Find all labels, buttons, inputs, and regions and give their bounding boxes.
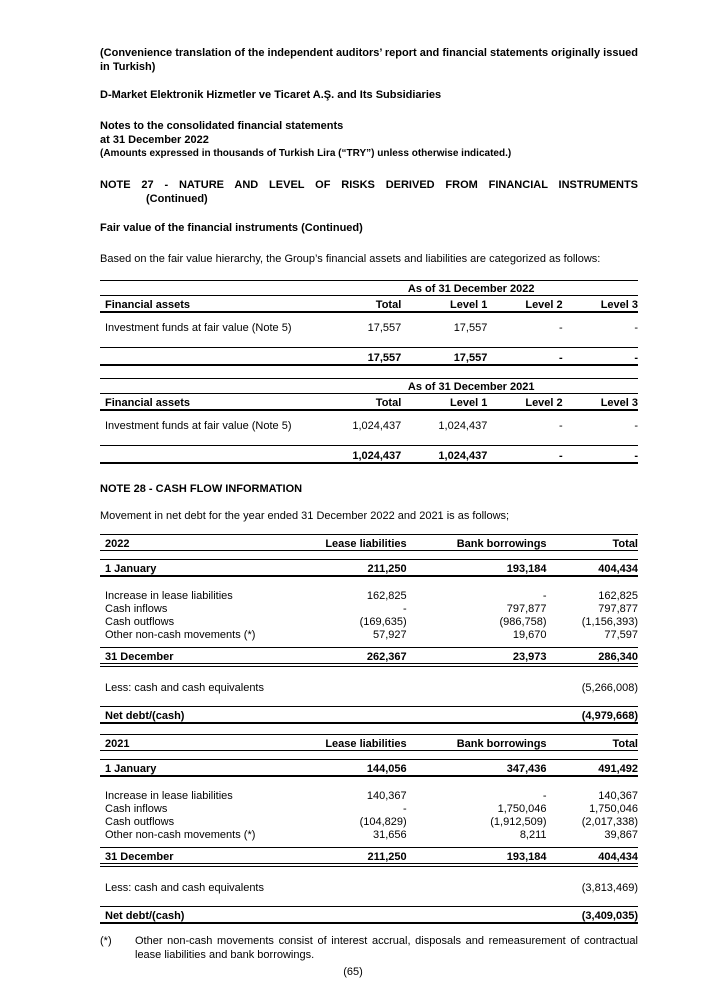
table-row xyxy=(100,589,638,602)
cell-value: 193,184 xyxy=(407,848,547,866)
closing-balance-row xyxy=(100,648,638,666)
table-row xyxy=(100,320,638,334)
cell-value: 17,557 xyxy=(453,322,488,334)
row-label: 31 December xyxy=(100,648,272,666)
column-header-row xyxy=(100,535,638,551)
translation-note: (Convenience translation of the independent auditors’ report and financial statements originally issued in Turkish) xyxy=(100,47,638,73)
cell-value: - xyxy=(558,420,563,432)
total-row xyxy=(100,446,638,464)
note28-intro: Movement in net debt for the year ended 31 December 2022 and 2021 is as follows; xyxy=(100,510,510,522)
spacer-row xyxy=(100,551,638,560)
cell-value: 162,825 xyxy=(366,590,407,602)
table-row xyxy=(100,802,638,815)
note27-title-line2: (Continued) xyxy=(146,193,208,205)
cell-value: 31,656 xyxy=(373,829,407,841)
row-label: Other non-cash movements (*) xyxy=(105,829,256,841)
amounts-note: (Amounts expressed in thousands of Turkish Lira (“TRY”) unless otherwise indicated.) xyxy=(100,148,512,159)
cell-value: 1,024,437 xyxy=(352,420,402,432)
cell-value: 144,056 xyxy=(272,760,407,777)
spacer-row xyxy=(100,894,638,907)
cell-value: 797,877 xyxy=(598,603,638,615)
less-cash-row xyxy=(100,681,638,694)
table-row xyxy=(100,602,638,615)
table-row xyxy=(100,828,638,841)
col-lease-liabilities: Lease liabilities xyxy=(272,535,407,551)
total-value: 17,557 xyxy=(401,348,487,366)
net-debt-table-2022 xyxy=(100,534,638,724)
table-row xyxy=(100,815,638,828)
fair-value-table-2021 xyxy=(100,378,638,464)
cell-value: 797,877 xyxy=(506,603,547,615)
page-number: (65) xyxy=(343,966,363,978)
cell-value: 17,557 xyxy=(367,322,402,334)
total-value: - xyxy=(563,446,638,464)
row-label: Increase in lease liabilities xyxy=(105,590,233,602)
row-label: Cash inflows xyxy=(105,603,168,615)
period-header: As of 31 December 2021 xyxy=(304,379,638,394)
opening-balance-row xyxy=(100,560,638,577)
col-level3: Level 3 xyxy=(563,296,638,313)
col-bank-borrowings: Bank borrowings xyxy=(407,735,547,751)
cell-value: (4,979,668) xyxy=(547,707,638,724)
cell-value: 1,750,046 xyxy=(497,803,547,815)
cell-value: 19,670 xyxy=(512,629,547,641)
cell-value: 162,825 xyxy=(598,590,638,602)
cell-value: 404,434 xyxy=(547,848,638,866)
spacer-row xyxy=(100,865,638,881)
row-label: Cash outflows xyxy=(105,816,175,828)
column-header-row xyxy=(100,394,638,411)
period-header-row xyxy=(100,281,638,296)
row-label: Less: cash and cash equivalents xyxy=(105,882,264,894)
cell-value: - xyxy=(634,420,638,432)
fair-value-table-2022 xyxy=(100,280,638,366)
cell-value: - xyxy=(402,603,407,615)
spacer-row xyxy=(100,751,638,760)
cell-value: 39,867 xyxy=(604,829,638,841)
row-label: Other non-cash movements (*) xyxy=(105,629,256,641)
note27-intro: Based on the fair value hierarchy, the Group’s financial assets and liabilities are categorized as follows: xyxy=(100,253,601,265)
row-label: Investment funds at fair value (Note 5) xyxy=(105,322,292,334)
note27-title xyxy=(100,178,638,206)
note27-title-line1: NOTE 27 - NATURE AND LEVEL OF RISKS DERIVED FROM FINANCIAL INSTRUMENTS xyxy=(100,179,638,191)
row-label: Increase in lease liabilities xyxy=(105,790,233,802)
col-total: Total xyxy=(304,296,401,313)
notes-title-block xyxy=(100,119,638,160)
table-row xyxy=(100,418,638,432)
row-label: Net debt/(cash) xyxy=(100,907,547,924)
cell-value: - xyxy=(542,790,547,802)
cell-value: (3,813,469) xyxy=(581,882,638,894)
row-label: Net debt/(cash) xyxy=(100,707,547,724)
col-total: Total xyxy=(547,535,638,551)
note28-title: NOTE 28 - CASH FLOW INFORMATION xyxy=(100,483,303,495)
net-debt-table-2021 xyxy=(100,734,638,924)
cell-value: (986,758) xyxy=(499,616,547,628)
closing-balance-row xyxy=(100,848,638,866)
company-name: D-Market Elektronik Hizmetler ve Ticaret A.Ş. and Its Subsidiaries xyxy=(100,89,442,101)
empty-cell xyxy=(100,348,304,366)
column-header-row xyxy=(100,296,638,313)
total-value: 1,024,437 xyxy=(304,446,401,464)
cell-value: 404,434 xyxy=(547,560,638,577)
row-label: Cash inflows xyxy=(105,803,168,815)
cell-value: 193,184 xyxy=(407,560,547,577)
col-total: Total xyxy=(547,735,638,751)
less-cash-row xyxy=(100,881,638,894)
row-label: 1 January xyxy=(100,560,272,577)
cell-value: - xyxy=(558,322,563,334)
spacer-row xyxy=(100,776,638,789)
cell-value: 347,436 xyxy=(407,760,547,777)
footnote xyxy=(100,934,638,962)
col-level1: Level 1 xyxy=(401,296,487,313)
total-row xyxy=(100,348,638,366)
table-row xyxy=(100,628,638,641)
period-header: As of 31 December 2022 xyxy=(304,281,638,296)
col-bank-borrowings: Bank borrowings xyxy=(407,535,547,551)
cell-value: 8,211 xyxy=(519,829,547,841)
net-debt-row xyxy=(100,907,638,924)
total-value: 17,557 xyxy=(304,348,401,366)
cell-value: (3,409,035) xyxy=(547,907,638,924)
total-value: - xyxy=(563,348,638,366)
cell-value: 140,367 xyxy=(366,790,407,802)
cell-value: 57,927 xyxy=(373,629,407,641)
total-value: 1,024,437 xyxy=(401,446,487,464)
notes-date: at 31 December 2022 xyxy=(100,134,209,146)
opening-balance-row xyxy=(100,760,638,777)
col-level2: Level 2 xyxy=(487,394,562,411)
spacer-row xyxy=(100,694,638,707)
net-debt-row xyxy=(100,707,638,724)
row-label: 1 January xyxy=(100,760,272,777)
note27-subtitle: Fair value of the financial instruments (Continued) xyxy=(100,222,363,234)
cell-value: - xyxy=(542,590,547,602)
col-level2: Level 2 xyxy=(487,296,562,313)
year-header: 2021 xyxy=(100,735,272,751)
footnote-text: Other non-cash movements consist of interest accrual, disposals and remeasurement of contractual lease liabilities and bank borrowings. xyxy=(135,935,638,961)
row-label: 31 December xyxy=(100,848,272,866)
empty-cell xyxy=(100,281,304,296)
cell-value: 1,750,046 xyxy=(589,803,638,815)
col-lease-liabilities: Lease liabilities xyxy=(272,735,407,751)
col-level1: Level 1 xyxy=(401,394,487,411)
table-row xyxy=(100,789,638,802)
cell-value: - xyxy=(634,322,638,334)
notes-title: Notes to the consolidated financial statements xyxy=(100,120,344,132)
col-total: Total xyxy=(304,394,401,411)
spacer-row xyxy=(100,576,638,589)
cell-value: 286,340 xyxy=(547,648,638,666)
cell-value: (1,156,393) xyxy=(581,616,638,628)
empty-cell xyxy=(100,446,304,464)
row-header: Financial assets xyxy=(100,394,304,411)
footnote-marker: (*) xyxy=(100,935,112,947)
cell-value: 211,250 xyxy=(272,848,407,866)
cell-value: - xyxy=(402,803,407,815)
spacer-row xyxy=(100,432,638,446)
cell-value: 491,492 xyxy=(547,760,638,777)
empty-cell xyxy=(100,379,304,394)
spacer-row xyxy=(100,312,638,320)
cell-value: (169,635) xyxy=(359,616,407,628)
table-row xyxy=(100,615,638,628)
row-label: Less: cash and cash equivalents xyxy=(105,682,264,694)
cell-value: 262,367 xyxy=(272,648,407,666)
column-header-row xyxy=(100,735,638,751)
cell-value: 1,024,437 xyxy=(438,420,488,432)
cell-value: 77,597 xyxy=(604,629,638,641)
year-header: 2022 xyxy=(100,535,272,551)
total-value: - xyxy=(487,348,562,366)
cell-value: 23,973 xyxy=(407,648,547,666)
cell-value: (2,017,338) xyxy=(581,816,638,828)
cell-value: (5,266,008) xyxy=(581,682,638,694)
total-value: - xyxy=(487,446,562,464)
spacer-row xyxy=(100,665,638,681)
row-label: Investment funds at fair value (Note 5) xyxy=(105,420,292,432)
row-header: Financial assets xyxy=(100,296,304,313)
cell-value: 211,250 xyxy=(272,560,407,577)
cell-value: 140,367 xyxy=(598,790,638,802)
col-level3: Level 3 xyxy=(563,394,638,411)
row-label: Cash outflows xyxy=(105,616,175,628)
cell-value: (1,912,509) xyxy=(490,816,547,828)
cell-value: (104,829) xyxy=(359,816,407,828)
spacer-row xyxy=(100,334,638,348)
spacer-row xyxy=(100,410,638,418)
period-header-row xyxy=(100,379,638,394)
